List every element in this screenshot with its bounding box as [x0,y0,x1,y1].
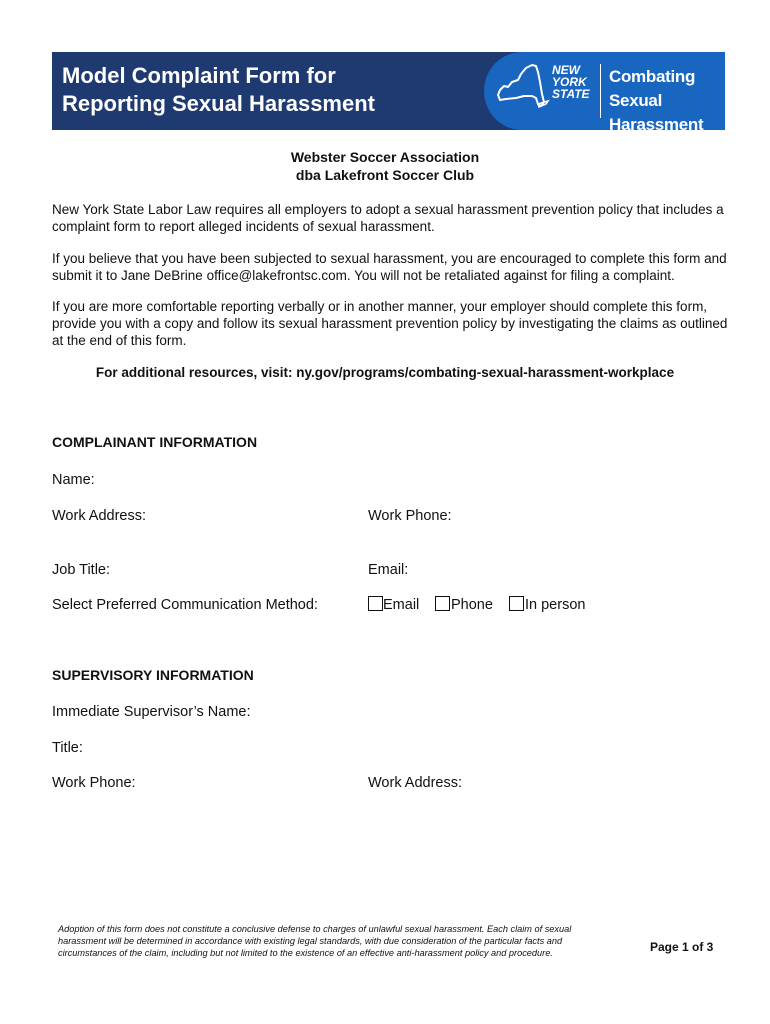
nys-logo-area [484,52,725,130]
work-address-label: Work Address: [52,508,147,524]
intro-paragraph-3: If you are more comfortable reporting verbally or in another manner, your employer should complete this form, provide you with a copy and follow its sexual harassment prevention policy by investigating the claims as outlined at the end of this form. [52,299,728,348]
resources-link-text: For additional resources, visit: ny.gov/programs/combating-sexual-harassment-workplace [95,365,675,380]
form-title-line2: Reporting Sexual Harassment [62,91,375,116]
header-banner [52,52,725,130]
job-title-label: Job Title: [52,562,111,578]
complainant-section-heading: COMPLAINANT INFORMATION [52,434,258,450]
phone-checkbox[interactable] [435,596,450,611]
supervisor-name-label: Immediate Supervisor’s Name: [52,704,251,720]
cs-line2: Sexual Harassment [609,91,704,130]
intro-paragraph-1: New York State Labor Law requires all employers to adopt a sexual harassment prevention policy that includes a complaint form to report alleged incidents of sexual harassment. [52,202,724,234]
email-option-label: Email [383,597,420,613]
new-york-state-map-icon [494,60,550,120]
form-title-line1: Model Complaint Form for [62,63,336,88]
supervisory-section-heading: SUPERVISORY INFORMATION [52,667,254,683]
nys-line3: STATE [552,87,590,101]
legal-disclaimer: Adoption of this form does not constitute a conclusive defense to charges of unlawful sexual harassment. Each claim of sexual harassment will be determined in accordance with existing legal standards, with due consideration of the particular facts and circumstances of the claim, including but not limited to the existence of an effective anti-harassment policy and procedure. [58,924,572,958]
intro-paragraph-2: If you believe that you have been subjected to sexual harassment, you are encouraged to complete this form and submit it to Jane DeBrine office@lakefrontsc.com. You will not be retaliated against for filing a complaint. [52,251,727,283]
cs-line1: Combating [609,67,696,86]
email-label: Email: [368,562,409,578]
form-title [62,62,375,118]
in-person-option-label: In person [525,597,586,613]
org-line2: dba Lakefront Soccer Club [295,167,475,183]
org-line1: Webster Soccer Association [290,149,480,165]
nys-line2: YORK [552,75,587,89]
logo-divider [600,64,601,118]
phone-option-label: Phone [451,597,493,613]
organization-name [0,148,770,184]
supervisor-work-address-label: Work Address: [368,775,463,791]
in-person-checkbox[interactable] [509,596,524,611]
supervisor-work-phone-label: Work Phone: [52,775,136,791]
new-york-state-logo-text [552,64,590,100]
nys-line1: NEW [552,63,580,77]
name-label: Name: [52,472,95,488]
page-number: Page 1 of 3 [650,940,714,954]
email-checkbox[interactable] [368,596,383,611]
communication-method-label: Select Preferred Communication Method: [52,597,318,613]
combating-sexual-harassment-logo [609,65,725,130]
supervisor-title-label: Title: [52,740,83,756]
work-phone-label: Work Phone: [368,508,452,524]
